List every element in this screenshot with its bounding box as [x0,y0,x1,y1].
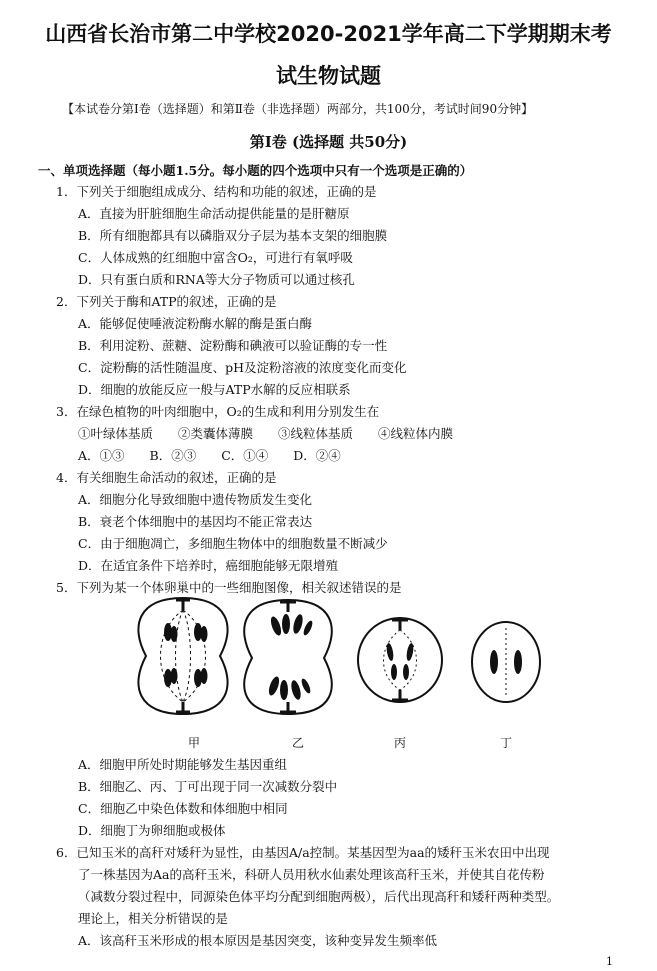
question-4-option-d: D．在适宜条件下培养时，癌细胞能够无限增殖 [78,558,339,573]
question-6-line-2: 了一株基因为Aa的高秆玉米，科研人员用秋水仙素处理该高秆玉米，并使其自花传粉 [78,867,545,882]
cell-bing-diagram [358,618,442,702]
question-3-options: A．①③ B．②③ C．①④ D．②④ [78,448,341,463]
question-4-stem: 4．有关细胞生命活动的叙述，正确的是 [56,470,277,485]
question-3-items: ①叶绿体基质 ②类囊体薄膜 ③线粒体基质 ④线粒体内膜 [78,426,454,441]
question-6-line-4: 理论上，相关分析错误的是 [78,911,229,926]
question-1-option-d: D．只有蛋白质和RNA等大分子物质可以通过核孔 [78,272,355,287]
section-heading: 一、单项选择题（每小题1.5分。每小题的四个选项中只有一个选项是正确的） [38,163,473,178]
question-5-option-d: D．细胞丁为卵细胞或极体 [78,823,226,838]
question-1-option-a: A．直接为肝脏细胞生命活动提供能量的是肝糖原 [78,206,350,221]
question-4-option-c: C．由于细胞凋亡，多细胞生物体中的细胞数量不断减少 [78,536,388,551]
page-number: 1 [606,955,613,968]
cell-division-figure [128,586,548,756]
exam-instructions: 【本试卷分第Ⅰ卷（选择题）和第Ⅱ卷（非选择题）两部分，共100分，考试时间90分钟】 [62,102,534,116]
figure-label-yi: 乙 [292,736,305,750]
question-5-stem: 5．下列为某一个体卵巢中的一些细胞图像，相关叙述错误的是 [56,580,402,595]
question-2-option-c: C．淀粉酶的活性随温度、pH及淀粉溶液的浓度变化而变化 [78,360,407,375]
question-4-option-a: A．细胞分化导致细胞中遗传物质发生变化 [78,492,313,507]
question-2-option-a: A．能够促使唾液淀粉酶水解的酶是蛋白酶 [78,316,313,331]
question-5-option-a: A．细胞甲所处时期能够发生基因重组 [78,757,288,772]
question-1-option-b: B．所有细胞都具有以磷脂双分子层为基本支架的细胞膜 [78,228,388,243]
question-6-line-1: 6．已知玉米的高秆对矮秆为显性，由基因A/a控制。某基因型为aa的矮秆玉米农田中出现 [56,845,550,860]
page-title: 山西省长治市第二中学校2020-2021学年高二下学期期末考 [45,22,612,46]
cell-jia-diagram [138,598,227,714]
figure-label-ding: 丁 [500,736,513,750]
part-heading: 第Ⅰ卷 (选择题 共50分) [249,133,408,151]
question-5-option-c: C．细胞乙中染色体数和体细胞中相同 [78,801,288,816]
page-title-line2: 试生物试题 [276,64,381,88]
question-1-stem: 1．下列关于细胞组成成分、结构和功能的叙述，正确的是 [56,184,377,199]
question-3-stem: 3．在绿色植物的叶肉细胞中，O₂的生成和利用分别发生在 [56,404,380,419]
cell-ding-diagram [472,622,540,702]
question-6-option-a: A．该高秆玉米形成的根本原因是基因突变，该种变异发生频率低 [78,933,438,948]
question-6-line-3: （减数分裂过程中，同源染色体平均分配到细胞两极），后代出现高秆和矮秆两种类型。 [78,889,560,904]
question-2-option-b: B．利用淀粉、蔗糖、淀粉酶和碘液可以验证酶的专一性 [78,338,388,353]
question-2-option-d: D．细胞的放能反应一般与ATP水解的反应相联系 [78,382,351,397]
figure-label-bing: 丙 [394,736,407,750]
question-4-option-b: B．衰老个体细胞中的基因均不能正常表达 [78,514,313,529]
figure-label-jia: 甲 [188,736,201,750]
question-5-option-b: B．细胞乙、丙、丁可出现于同一次减数分裂中 [78,779,338,794]
question-2-stem: 2．下列关于酶和ATP的叙述，正确的是 [56,294,277,309]
cell-yi-diagram [244,600,332,714]
question-1-option-c: C．人体成熟的红细胞中富含O₂，可进行有氧呼吸 [78,250,353,265]
